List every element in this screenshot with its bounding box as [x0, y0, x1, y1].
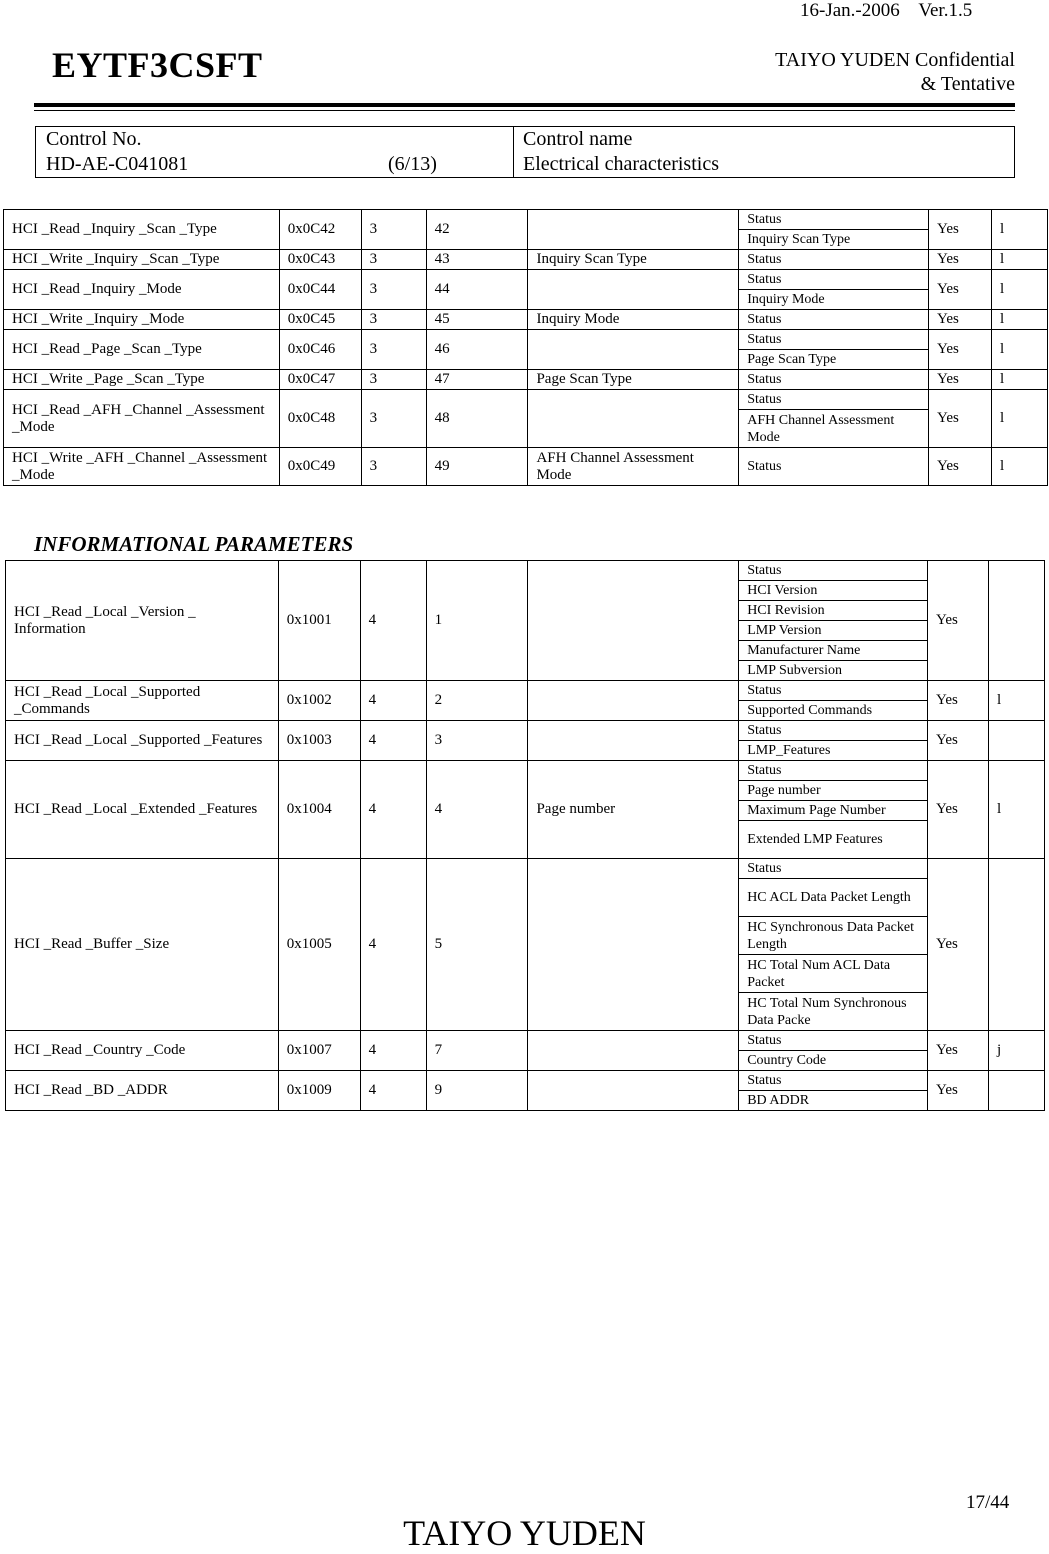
flag-cell	[988, 721, 1044, 761]
param-cell	[528, 721, 739, 761]
support-cell: Yes	[928, 1031, 989, 1071]
command-cell: HCI _Read _Local _Supported _Commands	[6, 681, 279, 721]
flag-cell: l	[988, 681, 1044, 721]
return-param-cell: HC Synchronous Data Packet Length	[739, 917, 928, 955]
command-cell: HCI _Read _Inquiry _Scan _Type	[4, 210, 280, 250]
command-cell: HCI _Read _Local _Version _ Information	[6, 561, 279, 681]
table-row	[4, 370, 1048, 390]
param-cell: AFH Channel Assessment Mode	[528, 448, 739, 486]
return-param-cell: Status	[739, 310, 929, 330]
page-number: 17/44	[966, 1492, 1010, 1513]
support-cell: Yes	[929, 310, 992, 330]
support-cell: Yes	[929, 250, 992, 270]
return-param-cell: Page Scan Type	[739, 350, 929, 370]
ocf-cell: 44	[426, 270, 528, 310]
table-row	[6, 721, 1045, 741]
param-cell	[528, 390, 739, 448]
param-cell	[528, 330, 739, 370]
ogf-cell: 3	[361, 448, 426, 486]
command-cell: HCI _Read _BD _ADDR	[6, 1071, 279, 1111]
return-param-cell: LMP Version	[739, 621, 928, 641]
return-param-cell: Status	[739, 681, 928, 701]
return-param-cell: HC Total Num ACL Data Packet	[739, 955, 928, 993]
flag-cell: l	[988, 761, 1044, 859]
support-cell: Yes	[929, 210, 992, 250]
param-cell: Page Scan Type	[528, 370, 739, 390]
opcode-cell: 0x0C45	[279, 310, 361, 330]
command-cell: HCI _Write _AFH _Channel _Assessment _Mode	[4, 448, 280, 486]
return-param-cell: Status	[739, 210, 929, 230]
ogf-cell: 4	[360, 681, 426, 721]
return-param-cell: Status	[739, 390, 929, 410]
support-cell: Yes	[928, 681, 989, 721]
return-param-cell: Status	[739, 721, 928, 741]
opcode-cell: 0x1003	[278, 721, 360, 761]
return-param-cell: Status	[739, 250, 929, 270]
support-cell: Yes	[928, 761, 989, 859]
support-cell: Yes	[928, 859, 989, 1031]
opcode-cell: 0x1005	[278, 859, 360, 1031]
command-cell: HCI _Read _AFH _Channel _Assessment _Mode	[4, 390, 280, 448]
support-cell: Yes	[928, 561, 989, 681]
flag-cell	[988, 1071, 1044, 1111]
command-cell: HCI _Read _Local _Supported _Features	[6, 721, 279, 761]
support-cell: Yes	[928, 721, 989, 761]
ogf-cell: 3	[361, 310, 426, 330]
opcode-cell: 0x0C44	[279, 270, 361, 310]
flag-cell	[988, 859, 1044, 1031]
param-cell	[528, 681, 739, 721]
table-row	[6, 681, 1045, 701]
ocf-cell: 7	[426, 1031, 528, 1071]
opcode-cell: 0x1007	[278, 1031, 360, 1071]
command-cell: HCI _Read _Buffer _Size	[6, 859, 279, 1031]
table-row	[4, 390, 1048, 410]
page-fraction: (6/13)	[388, 153, 437, 175]
control-no-cell	[36, 127, 514, 177]
control-no-value: HD-AE-C041081	[46, 153, 189, 175]
ocf-cell: 49	[426, 448, 528, 486]
control-name-cell	[513, 127, 1014, 177]
ogf-cell: 3	[361, 250, 426, 270]
flag-cell: l	[992, 448, 1048, 486]
return-param-cell: Page number	[739, 781, 928, 801]
return-param-cell: Status	[739, 448, 929, 486]
table-row	[4, 330, 1048, 350]
support-cell: Yes	[929, 270, 992, 310]
table-row	[6, 859, 1045, 879]
return-param-cell: HC ACL Data Packet Length	[739, 879, 928, 917]
param-cell	[528, 561, 739, 681]
return-param-cell: Status	[739, 270, 929, 290]
ogf-cell: 3	[361, 210, 426, 250]
return-param-cell: Manufacturer Name	[739, 641, 928, 661]
param-cell: Inquiry Mode	[528, 310, 739, 330]
table-row	[4, 210, 1048, 230]
param-cell	[528, 210, 739, 250]
ocf-cell: 47	[426, 370, 528, 390]
return-param-cell: Status	[739, 561, 928, 581]
command-cell: HCI _Read _Inquiry _Mode	[4, 270, 280, 310]
return-param-cell: Supported Commands	[739, 701, 928, 721]
table-row	[6, 1071, 1045, 1091]
ocf-cell: 46	[426, 330, 528, 370]
ocf-cell: 2	[426, 681, 528, 721]
opcode-cell: 0x1001	[278, 561, 360, 681]
ocf-cell: 45	[426, 310, 528, 330]
ogf-cell: 3	[361, 370, 426, 390]
flag-cell: l	[992, 210, 1048, 250]
confidential-notice	[775, 48, 1015, 96]
flag-cell: l	[992, 310, 1048, 330]
opcode-cell: 0x0C43	[279, 250, 361, 270]
support-cell: Yes	[929, 330, 992, 370]
return-param-cell: HC Total Num Synchronous Data Packe	[739, 993, 928, 1031]
command-cell: HCI _Write _Inquiry _Mode	[4, 310, 280, 330]
param-cell	[528, 1031, 739, 1071]
return-param-cell: HCI Version	[739, 581, 928, 601]
flag-cell	[988, 561, 1044, 681]
opcode-cell: 0x1009	[278, 1071, 360, 1111]
opcode-cell: 0x1004	[278, 761, 360, 859]
return-param-cell: Country Code	[739, 1051, 928, 1071]
ogf-cell: 4	[360, 721, 426, 761]
flag-cell: l	[992, 370, 1048, 390]
flag-cell: l	[992, 270, 1048, 310]
return-param-cell: Extended LMP Features	[739, 821, 928, 859]
return-param-cell: Status	[739, 330, 929, 350]
ogf-cell: 4	[360, 1031, 426, 1071]
flag-cell: l	[992, 330, 1048, 370]
commands-table	[3, 209, 1048, 486]
ocf-cell: 4	[426, 761, 528, 859]
ocf-cell: 3	[426, 721, 528, 761]
ocf-cell: 48	[426, 390, 528, 448]
return-param-cell: Maximum Page Number	[739, 801, 928, 821]
return-param-cell: HCI Revision	[739, 601, 928, 621]
param-cell: Inquiry Scan Type	[528, 250, 739, 270]
return-param-cell: Inquiry Mode	[739, 290, 929, 310]
header-rule-thin	[34, 110, 1015, 111]
ogf-cell: 3	[361, 330, 426, 370]
opcode-cell: 0x0C46	[279, 330, 361, 370]
ogf-cell: 4	[360, 1071, 426, 1111]
support-cell: Yes	[929, 390, 992, 448]
table-row	[4, 448, 1048, 486]
return-param-cell: BD ADDR	[739, 1091, 928, 1111]
ogf-cell: 4	[360, 561, 426, 681]
param-cell	[528, 859, 739, 1031]
ogf-cell: 4	[360, 859, 426, 1031]
ogf-cell: 3	[361, 390, 426, 448]
command-cell: HCI _Read _Country _Code	[6, 1031, 279, 1071]
opcode-cell: 0x1002	[278, 681, 360, 721]
opcode-cell: 0x0C42	[279, 210, 361, 250]
return-param-cell: Status	[739, 761, 928, 781]
ogf-cell: 3	[361, 270, 426, 310]
control-name-label: Control name	[523, 128, 633, 150]
return-param-cell: LMP Subversion	[739, 661, 928, 681]
ocf-cell: 43	[426, 250, 528, 270]
command-cell: HCI _Read _Page _Scan _Type	[4, 330, 280, 370]
footer-company: TAIYO YUDEN	[403, 1513, 646, 1553]
return-param-cell: Status	[739, 1031, 928, 1051]
command-cell: HCI _Read _Local _Extended _Features	[6, 761, 279, 859]
table-row	[4, 310, 1048, 330]
ocf-cell: 5	[426, 859, 528, 1031]
informational-parameters-table	[5, 560, 1045, 1111]
model-title: EYTF3CSFT	[52, 45, 263, 85]
table-row	[6, 761, 1045, 781]
return-param-cell: Status	[739, 859, 928, 879]
ocf-cell: 9	[426, 1071, 528, 1111]
flag-cell: j	[988, 1031, 1044, 1071]
return-param-cell: Status	[739, 1071, 928, 1091]
control-name-value: Electrical characteristics	[523, 153, 719, 175]
ocf-cell: 1	[426, 561, 528, 681]
param-cell	[528, 1071, 739, 1111]
ocf-cell: 42	[426, 210, 528, 250]
date-version: 16-Jan.-2006 Ver.1.5	[800, 0, 973, 21]
opcode-cell: 0x0C47	[279, 370, 361, 390]
opcode-cell: 0x0C49	[279, 448, 361, 486]
command-cell: HCI _Write _Page _Scan _Type	[4, 370, 280, 390]
support-cell: Yes	[929, 370, 992, 390]
param-cell: Page number	[528, 761, 739, 859]
section-title: INFORMATIONAL PARAMETERS	[34, 532, 354, 556]
table-row	[6, 1031, 1045, 1051]
opcode-cell: 0x0C48	[279, 390, 361, 448]
return-param-cell: Inquiry Scan Type	[739, 230, 929, 250]
control-box	[35, 126, 1015, 178]
header-rule-thick	[34, 103, 1015, 107]
command-cell: HCI _Write _Inquiry _Scan _Type	[4, 250, 280, 270]
confidential-line-1: TAIYO YUDEN Confidential	[775, 49, 1015, 71]
support-cell: Yes	[928, 1071, 989, 1111]
return-param-cell: Status	[739, 370, 929, 390]
ogf-cell: 4	[360, 761, 426, 859]
control-no-label: Control No.	[46, 128, 142, 150]
param-cell	[528, 270, 739, 310]
return-param-cell: AFH Channel Assessment Mode	[739, 410, 929, 448]
flag-cell: l	[992, 390, 1048, 448]
return-param-cell: LMP_Features	[739, 741, 928, 761]
table-row	[4, 250, 1048, 270]
table-row	[4, 270, 1048, 290]
confidential-line-2: & Tentative	[920, 73, 1015, 95]
flag-cell: l	[992, 250, 1048, 270]
support-cell: Yes	[929, 448, 992, 486]
table-row	[6, 561, 1045, 581]
